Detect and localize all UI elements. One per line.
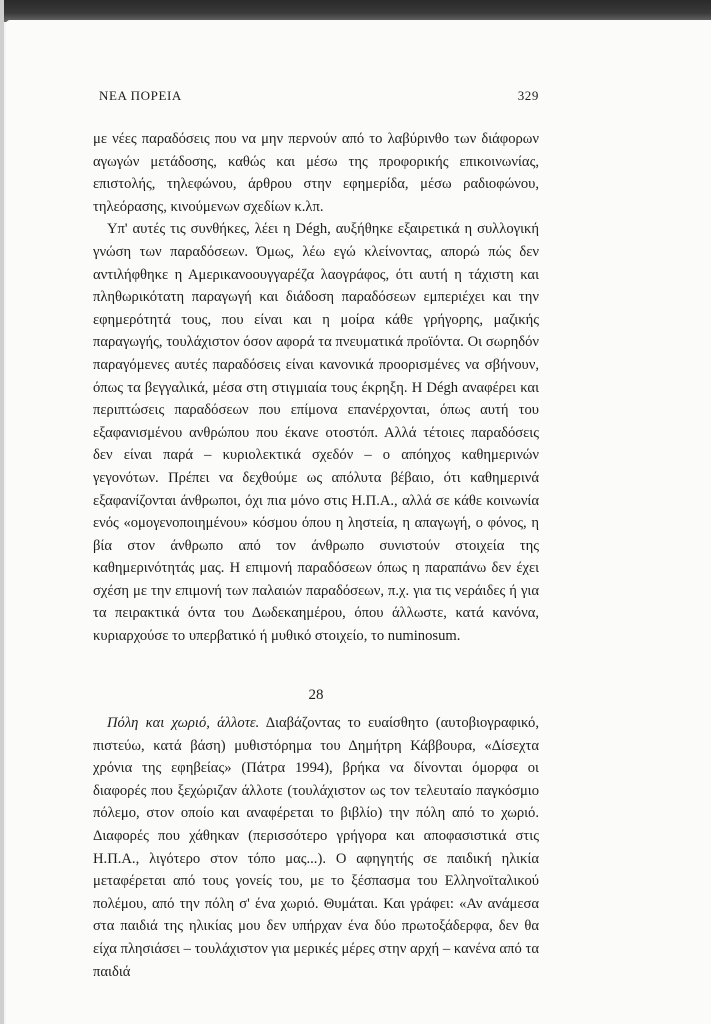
section-heading-italic: Πόλη και χωριό, άλλοτε.: [107, 715, 260, 731]
scan-top-edge: [0, 0, 711, 22]
paragraph-continuation: με νέες παραδόσεις που να μην περνούν από το λαβύρινθο των διάφορων αγωγών μετάδοσης, καθώς και μέσω της προφορικής επικοινωνίας, επιστολής, τηλεφώνου, άρθρου στην εφημερίδα, μέσω ραδιοφώνου, τηλεόρασης, κινούμενων σχεδίων κ.λπ.: [93, 131, 539, 215]
scan-left-edge: [0, 0, 4, 1024]
section-27-text: [93, 128, 539, 648]
section-number: 28: [308, 687, 324, 703]
paragraph-degh: Υπ' αυτές τις συνθήκες, λέει η Dégh, αυξήθηκε εξαιρετικά η συλλογική γνώση των παραδόσεων. Όμως, λέω εγώ κλείνοντας, απορώ πώς δεν αντιλήφθηκε η Αμερικανοουγγαρέζα λαογράφος, ότι αυτή η τάχιστη και πληθωρικότατη παραγωγή και διάδοση παραδόσεων εμπεριέχει και την εφημερότητά τους, που είναι και η μοίρα κάθε γρήγορης, μαζικής παραγωγής, τουλάχιστον όσον αφορά τα πνευματικά προϊόντα. Οι σωρηδόν παραγόμενες αυτές παραδόσεις είναι κανονικά προορισμένες να σβήνουν, όπως τα βεγγαλικά, μέσα στη στιγμιαία τους έκρηξη. Η Dégh αναφέρει και περιπτώσεις παραδόσεων που επίμονα επανέρχονται, όπως αυτή του εξαφανισμένου ανθρώπου που έκανε οτοστόπ. Αλλά τέτοιες παραδόσεις δεν είναι παρά – κυριολεκτικά σχεδόν – ο απόηχος καθημερινών γεγονότων. Πρέπει να δεχθούμε ως απόλυτα βέβαιο, ότι καθημερινά εξαφανίζονται άνθρωποι, όχι πια μόνο στις Η.Π.Α., αλλά σε κάθε κοινωνία ενός «ομογενοποιημένου» κόσμου όπου η ληστεία, η απαγωγή, ο φόνος, η βία στον άνθρωπο από τον άνθρωπο συνιστούν στοιχεία της καθημερινότητάς μας. Η επιμονή παραδόσεων όπως η παραπάνω δεν έχει σχέση με την επιμονή των παλαιών παραδόσεων, π.χ. για τις νεράιδες ή για τα πειρακτικά όντα του Δωδεκαημέρου, όπου άλλωστε, κατά κανόνα, κυριαρχούσε το υπερβατικό ή μυθικό στοιχείο, το numinosum.: [93, 221, 539, 645]
paragraph-body: Διαβάζοντας το ευαίσθητο (αυτοβιογραφικό, πιστεύω, κατά βάση) μυθιστόρημα του Δημήτρη Κάββουρα, «Δίσεχτα χρόνια της εφηβείας» (Πάτρα 1994), βρήκα να δίνονται όμορφα οι διαφορές που ξεχώριζαν άλλοτε (τουλάχιστον ως τον τελευταίο παγκόσμιο πόλεμο, στον οποίο και αναφέρεται το βιβλίο) την πόλη από το χωριό. Διαφορές που χάθηκαν (περισσότερο γρήγορα και αποφασιστικά στις Η.Π.Α., λιγότερο στον τόπο μας...). Ο αφηγητής σε παιδική ηλικία μεταφέρεται από τους γονείς του, με το ξέσπασμα του Ελληνοϊταλικού πολέμου, από την πόλη σ' ένα χωριό. Θυμάται. Και γράφει: «Αν ανάμεσα στα παιδιά της ηλικίας μου δεν υπήρχαν ένα δύο πρωτοξάδερφα, δεν θα είχα πλησιάσει – τουλάχιστον για μερικές μέρες στην αρχή – κανένα από τα παιδιά: [93, 715, 539, 980]
section-28-text: [93, 712, 539, 983]
page-number: 329: [517, 88, 539, 103]
paragraph-city-village: [93, 712, 539, 983]
running-title: ΝΕΑ ΠΟΡΕΙΑ: [99, 88, 182, 103]
